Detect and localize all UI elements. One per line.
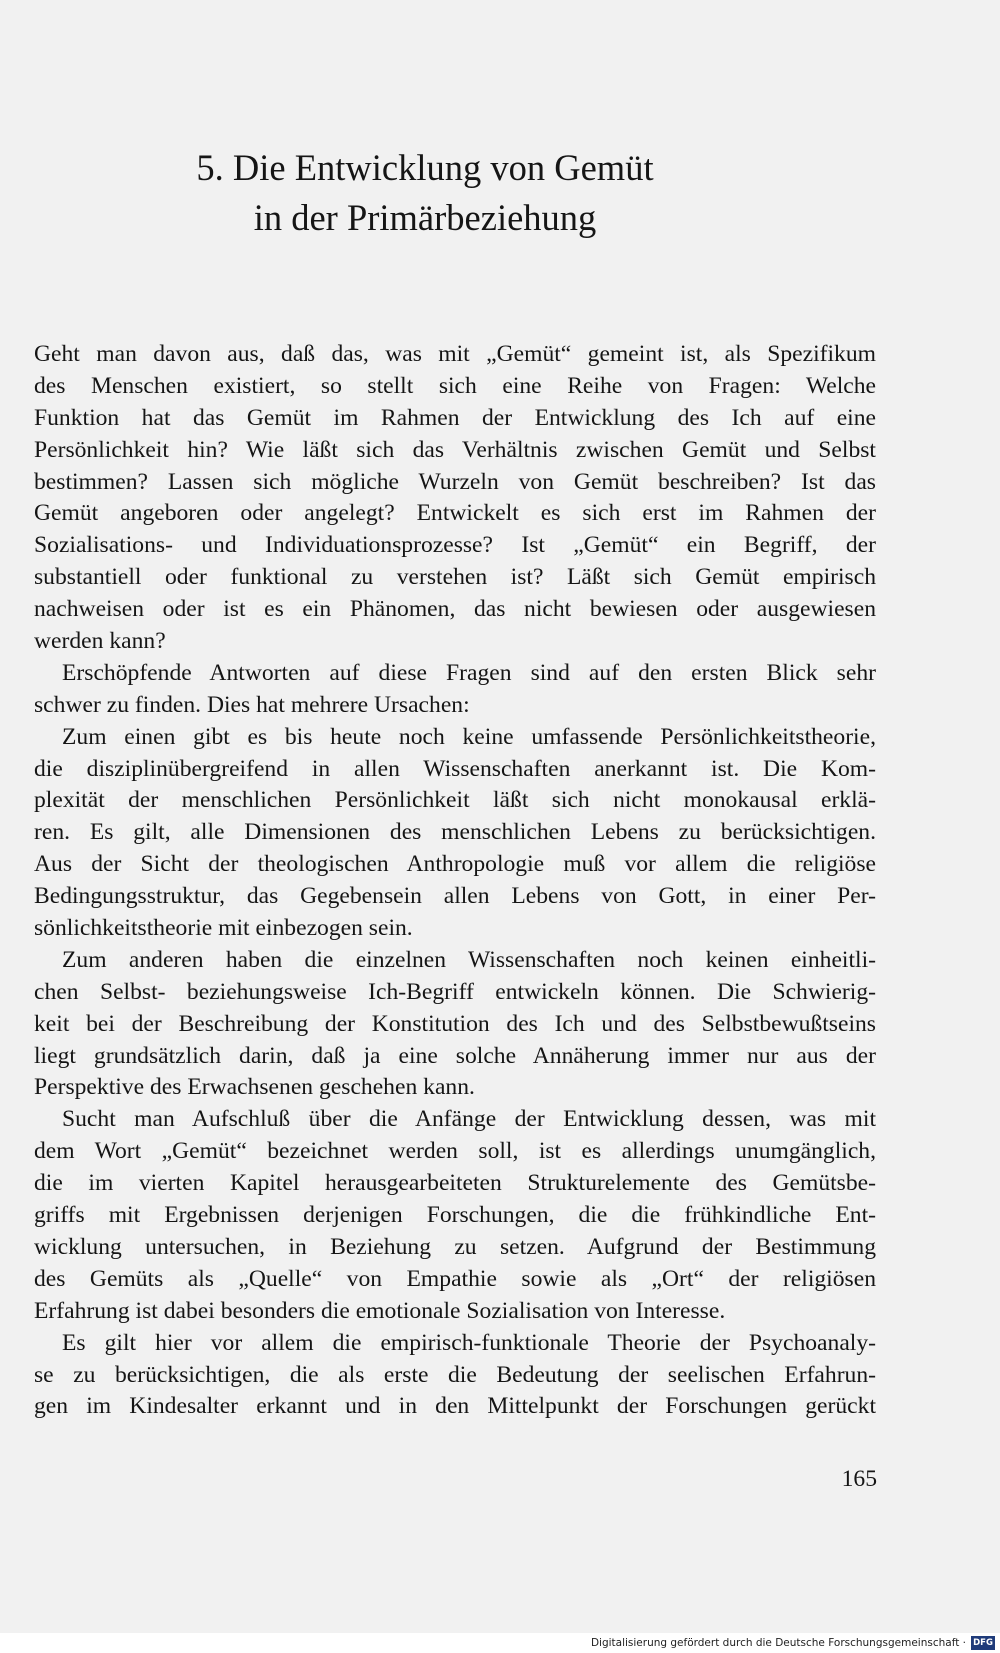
text-line: Persönlichkeit hin? Wie läßt sich das Verhältnis zwischen Gemüt und Selbst bbox=[34, 436, 876, 463]
text-line: Sucht man Aufschluß über die Anfänge der Entwicklung dessen, was mit bbox=[62, 1106, 876, 1133]
text-line: nachweisen oder ist es ein Phänomen, das nicht bewiesen oder ausgewiesen bbox=[34, 596, 876, 623]
text-line: substantiell oder funktional zu verstehen ist? Läßt sich Gemüt empirisch bbox=[34, 564, 876, 591]
text-line: ren. Es gilt, alle Dimensionen des menschlichen Lebens zu berücksichtigen. bbox=[34, 819, 876, 846]
text-line: Aus der Sicht der theologischen Anthropologie muß vor allem die religiöse bbox=[34, 851, 876, 878]
text-line: die im vierten Kapitel herausgearbeiteten Strukturelemente des Gemütsbe- bbox=[34, 1170, 876, 1197]
chapter-title-line-1: 5. Die Entwicklung von Gemüt bbox=[196, 147, 654, 188]
text-line: bestimmen? Lassen sich mögliche Wurzeln von Gemüt beschreiben? Ist das bbox=[34, 468, 876, 495]
footer-credit: Digitalisierung gefördert durch die Deutsche Forschungsgemeinschaft · bbox=[590, 1637, 966, 1649]
chapter-title bbox=[100, 143, 750, 243]
text-line: liegt grundsätzlich darin, daß ja eine solche Annäherung immer nur aus der bbox=[34, 1042, 876, 1069]
text-line: Funktion hat das Gemüt im Rahmen der Entwicklung des Ich auf eine bbox=[34, 404, 876, 431]
body-text bbox=[34, 339, 876, 1423]
text-line: die disziplinübergreifend in allen Wissenschaften anerkannt ist. Die Kom- bbox=[34, 755, 876, 782]
chapter-title-line-2: in der Primärbeziehung bbox=[253, 197, 597, 238]
text-line: chen Selbst- beziehungsweise Ich-Begriff entwickeln können. Die Schwierig- bbox=[34, 978, 876, 1005]
text-line: griffs mit Ergebnissen derjenigen Forschungen, die die frühkindliche Ent- bbox=[34, 1202, 876, 1229]
page-number: 165 bbox=[841, 1466, 877, 1492]
text-line: dem Wort „Gemüt“ bezeichnet werden soll, ist es allerdings unumgänglich, bbox=[34, 1138, 876, 1165]
text-line: werden kann? bbox=[34, 628, 166, 655]
text-line: Gemüt angeboren oder angelegt? Entwickelt es sich erst im Rahmen der bbox=[34, 500, 876, 527]
text-line: Zum einen gibt es bis heute noch keine umfassende Persönlichkeitstheorie, bbox=[62, 723, 876, 750]
text-line: Perspektive des Erwachsenen geschehen kann. bbox=[34, 1074, 475, 1101]
text-line: Erfahrung ist dabei besonders die emotionale Sozialisation von Interesse. bbox=[34, 1297, 726, 1324]
text-line: wicklung untersuchen, in Beziehung zu setzen. Aufgrund der Bestimmung bbox=[34, 1233, 876, 1260]
text-line: des Gemüts als „Quelle“ von Empathie sowie als „Ort“ der religiösen bbox=[34, 1265, 876, 1292]
text-line: Es gilt hier vor allem die empirisch-funktionale Theorie der Psychoanaly- bbox=[62, 1329, 876, 1356]
text-line: se zu berücksichtigen, die als erste die Bedeutung der seelischen Erfahrun- bbox=[34, 1361, 876, 1388]
text-line: Sozialisations- und Individuationsprozesse? Ist „Gemüt“ ein Begriff, der bbox=[34, 532, 876, 559]
text-line: keit bei der Beschreibung der Konstitution des Ich und des Selbstbewußtseins bbox=[34, 1010, 876, 1037]
dfg-logo-icon: DFG bbox=[971, 1636, 995, 1650]
text-line: gen im Kindesalter erkannt und in den Mittelpunkt der Forschungen gerückt bbox=[34, 1393, 876, 1420]
text-line: Bedingungsstruktur, das Gegebensein allen Lebens von Gott, in einer Per- bbox=[34, 883, 876, 910]
text-line: Geht man davon aus, daß das, was mit „Gemüt“ gemeint ist, als Spezifikum bbox=[34, 341, 876, 367]
text-line: plexität der menschlichen Persönlichkeit läßt sich nicht monokausal erklä- bbox=[34, 787, 876, 814]
text-line: sönlichkeitstheorie mit einbezogen sein. bbox=[34, 915, 413, 942]
text-line: Erschöpfende Antworten auf diese Fragen sind auf den ersten Blick sehr bbox=[62, 659, 876, 686]
text-line: Zum anderen haben die einzelnen Wissenschaften noch keinen einheitli- bbox=[62, 946, 876, 973]
text-line: des Menschen existiert, so stellt sich eine Reihe von Fragen: Welche bbox=[34, 372, 876, 399]
text-line: schwer zu finden. Dies hat mehrere Ursachen: bbox=[34, 691, 470, 718]
